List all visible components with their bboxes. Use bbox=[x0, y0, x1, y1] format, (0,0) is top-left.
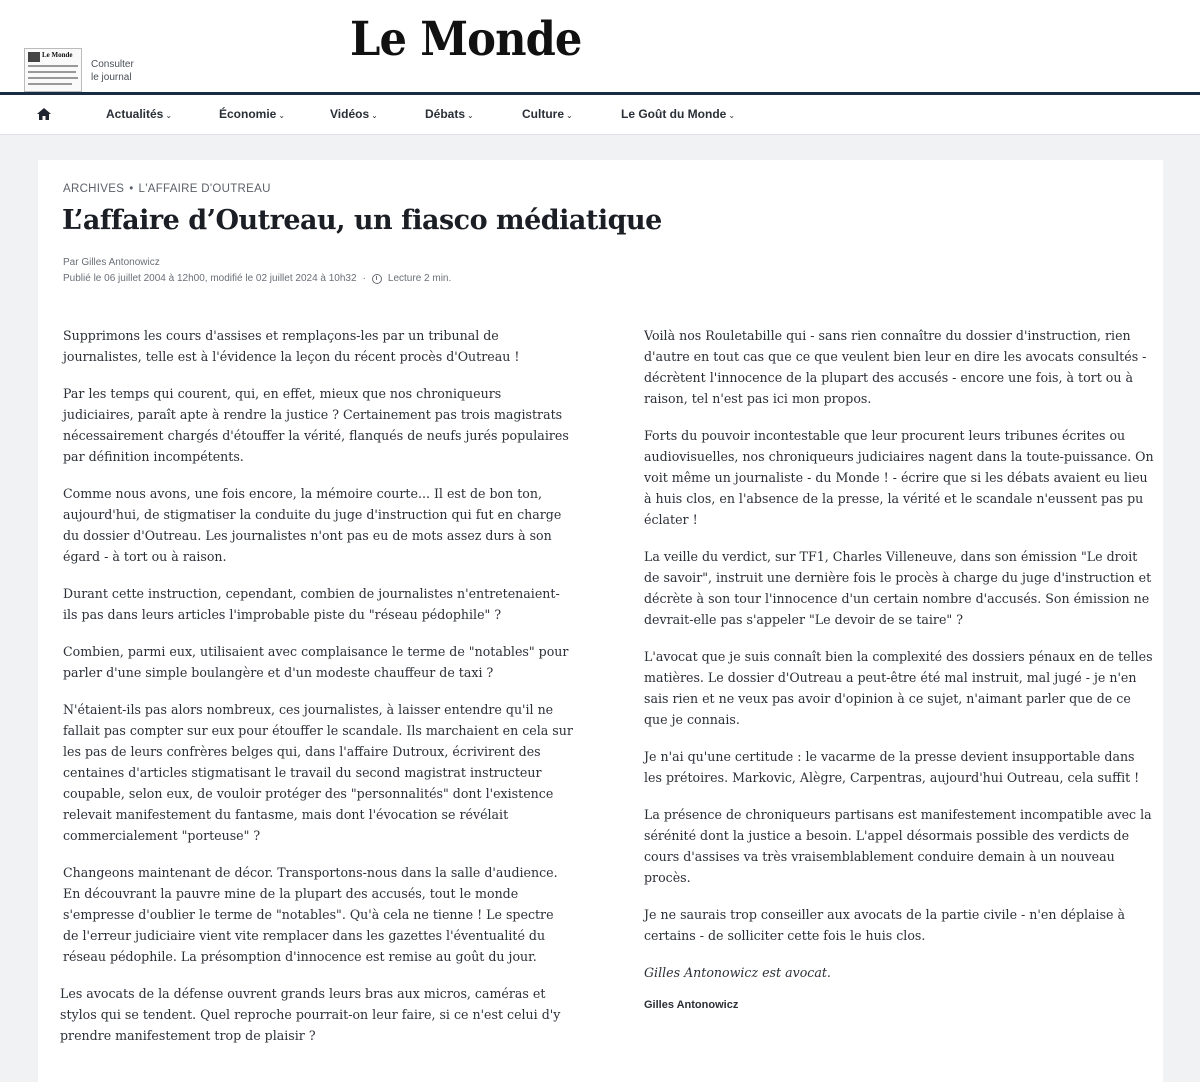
paragraph: Changeons maintenant de décor. Transportons-nous dans la salle d'audience. En découvrant la pauvre mine de la plupart des accusés, tout le monde s'empresse d'oublier le terme de "notables". Qu'à cela ne tienne ! Le spectre de l'erreur judiciaire vient vite remplacer dans les gazettes l'éventualité du réseau pédophile. La présomption d'innocence est remise au goût du jour. bbox=[63, 865, 558, 964]
paragraph: La présence de chroniqueurs partisans est manifestement incompatible avec la sérénité dont la justice a besoin. L'appel désormais possible des verdicts de cours d'assises va très vraisemblablement conduire demain à un nouveau procès. bbox=[644, 807, 1152, 885]
paragraph: Supprimons les cours d'assises et remplaçons-les par un tribunal de journalistes, telle est à l'évidence la leçon du récent procès d'Outreau ! bbox=[63, 328, 520, 364]
article-title: L’affaire d’Outreau, un fiasco médiatique bbox=[62, 205, 662, 236]
le-monde-logo[interactable]: Le Monde bbox=[350, 12, 582, 67]
consult-line1: Consulter bbox=[91, 59, 134, 70]
paragraph: N'étaient-ils pas alors nombreux, ces journalistes, à laisser entendre qu'il ne fallait pas compter sur eux pour étouffer le scandale. Ils marchaient en cela sur les pas de leurs confrères belges qui, dans l'affaire Dutroux, écrivirent des centaines d'articles stigmatisant le travail du second magistrat instructeur coupable, selon eux, de vouloir protéger des "personnalités" dont l'existence relevait manifestement du fantasme, mais dont l'évocation se révélait commercialement "porteuse" ? bbox=[63, 702, 573, 843]
chevron-down-icon: ⌄ bbox=[165, 111, 173, 120]
paragraph: Combien, parmi eux, utilisaient avec complaisance le terme de "notables" pour parler d'une simple boulangère et d'un modeste chauffeur de taxi ? bbox=[63, 644, 569, 680]
paragraph: Les avocats de la défense ouvrent grands leurs bras aux micros, caméras et stylos qui se tendent. Quel reproche pourrait-on leur faire, si ce n'est celui d'y prendre manifestement trop de plaisir ? bbox=[60, 986, 561, 1043]
paragraph: Par les temps qui courent, qui, en effet, mieux que nos chroniqueurs judiciaires, paraît apte à rendre la justice ? Certainement pas trois magistrats nécessairement chargés d'étouffer la vérité, flanqués de neufs jurés populaires par définition incompétents. bbox=[63, 386, 569, 464]
thumbnail-line bbox=[28, 65, 78, 67]
chevron-down-icon: ⌄ bbox=[566, 111, 573, 120]
breadcrumb-section[interactable]: ARCHIVES bbox=[63, 183, 125, 195]
author-note: Gilles Antonowicz est avocat. bbox=[644, 965, 831, 980]
consult-journal-link[interactable] bbox=[91, 58, 134, 84]
nav-item-actualites[interactable] bbox=[106, 107, 172, 121]
article-meta bbox=[63, 273, 451, 284]
nav-label: Culture bbox=[522, 107, 564, 121]
author-signature: Gilles Antonowicz bbox=[644, 999, 739, 1011]
nav-item-debats[interactable] bbox=[425, 107, 474, 121]
byline: Par Gilles Antonowicz bbox=[63, 257, 160, 268]
breadcrumb-bullet: • bbox=[129, 183, 134, 195]
thumbnail-title: Le Monde bbox=[42, 51, 73, 59]
breadcrumb bbox=[63, 183, 271, 195]
nav-label: Vidéos bbox=[330, 107, 370, 121]
article-column-left bbox=[60, 325, 573, 1062]
thumbnail-line bbox=[28, 83, 72, 85]
home-icon[interactable] bbox=[36, 107, 52, 121]
nav-label: Actualités bbox=[106, 107, 164, 121]
thumbnail-line bbox=[28, 71, 76, 73]
article-column-right bbox=[644, 325, 1154, 1032]
paragraph: L'avocat que je suis connaît bien la complexité des dossiers pénaux en de telles matières. Le dossier d'Outreau a peut-être été mal instruit, mal jugé - je n'en sais rien et ne veux pas avoir d'opinion à ce sujet, n'aimant parler que de ce que je connais. bbox=[644, 649, 1153, 727]
nav-item-videos[interactable] bbox=[330, 107, 378, 121]
thumbnail-photo bbox=[28, 52, 40, 62]
paragraph: Je ne saurais trop conseiller aux avocats de la partie civile - n'en déplaise à certains - de solliciter cette fois le huis clos. bbox=[644, 907, 1126, 943]
paragraph: La veille du verdict, sur TF1, Charles Villeneuve, dans son émission "Le droit de savoir", instruit une dernière fois le procès à charge du juge d'instruction et décrète à son tour l'innocence d'un certain nombre d'accusés. Son émission ne devrait-elle pas s'appeler "Le devoir de se taire" ? bbox=[644, 549, 1152, 627]
chevron-down-icon: ⌄ bbox=[371, 111, 378, 120]
nav-item-culture[interactable] bbox=[522, 107, 573, 121]
nav-label: Le Goût du Monde bbox=[621, 107, 727, 121]
meta-separator: · bbox=[362, 273, 366, 284]
paragraph: Je n'ai qu'une certitude : le vacarme de la presse devient insupportable dans les prétoires. Markovic, Alègre, Carpentras, aujourd'hui Outreau, cela suffit ! bbox=[644, 749, 1140, 785]
journal-thumbnail[interactable] bbox=[24, 48, 82, 92]
paragraph: Durant cette instruction, cependant, combien de journalistes n'entretenaient-ils pas dans leurs articles l'improbable piste du "réseau pédophile" ? bbox=[63, 586, 560, 622]
site-header bbox=[0, 0, 1200, 93]
paragraph: Voilà nos Rouletabille qui - sans rien connaître du dossier d'instruction, rien d'autre en tout cas que ce que veulent bien leur en dire les avocats consultés - décrètent l'innocence de la plupart des accusés - encore une fois, à tort ou à raison, tel n'est pas ici mon propos. bbox=[644, 328, 1147, 406]
main-nav bbox=[0, 95, 1200, 135]
chevron-down-icon: ⌄ bbox=[278, 111, 286, 120]
chevron-down-icon: ⌄ bbox=[728, 111, 736, 120]
nav-item-gout-du-monde[interactable] bbox=[621, 107, 735, 121]
thumbnail-line bbox=[28, 77, 78, 79]
publish-date: Publié le 06 juillet 2004 à 12h00, modifié le 02 juillet 2024 à 10h32 bbox=[63, 273, 357, 284]
paragraph: Comme nous avons, une fois encore, la mémoire courte... Il est de bon ton, aujourd'hui, de stigmatiser la conduite du juge d'instruction qui fut en charge du dossier d'Outreau. Les journalistes n'ont pas eu de mots assez durs à son égard - à tort ou à raison. bbox=[63, 486, 562, 564]
nav-label: Économie bbox=[219, 107, 277, 121]
nav-label: Débats bbox=[425, 107, 466, 121]
clock-icon bbox=[372, 274, 382, 284]
consult-line2: le journal bbox=[91, 72, 132, 83]
paragraph: Forts du pouvoir incontestable que leur procurent leurs tribunes écrites ou audiovisuelles, nos chroniqueurs judiciaires nagent dans la toute-puissance. On voit même un journaliste - du Monde ! - écrire que si les débats avaient eu lieu à huis clos, en l'absence de la presse, la vérité et le scandale n'eussent pas pu éclater ! bbox=[644, 428, 1154, 527]
reading-time: Lecture 2 min. bbox=[387, 273, 452, 284]
chevron-down-icon: ⌄ bbox=[467, 111, 474, 120]
breadcrumb-topic[interactable]: L'AFFAIRE D'OUTREAU bbox=[138, 183, 271, 195]
nav-item-economie[interactable] bbox=[219, 107, 285, 121]
